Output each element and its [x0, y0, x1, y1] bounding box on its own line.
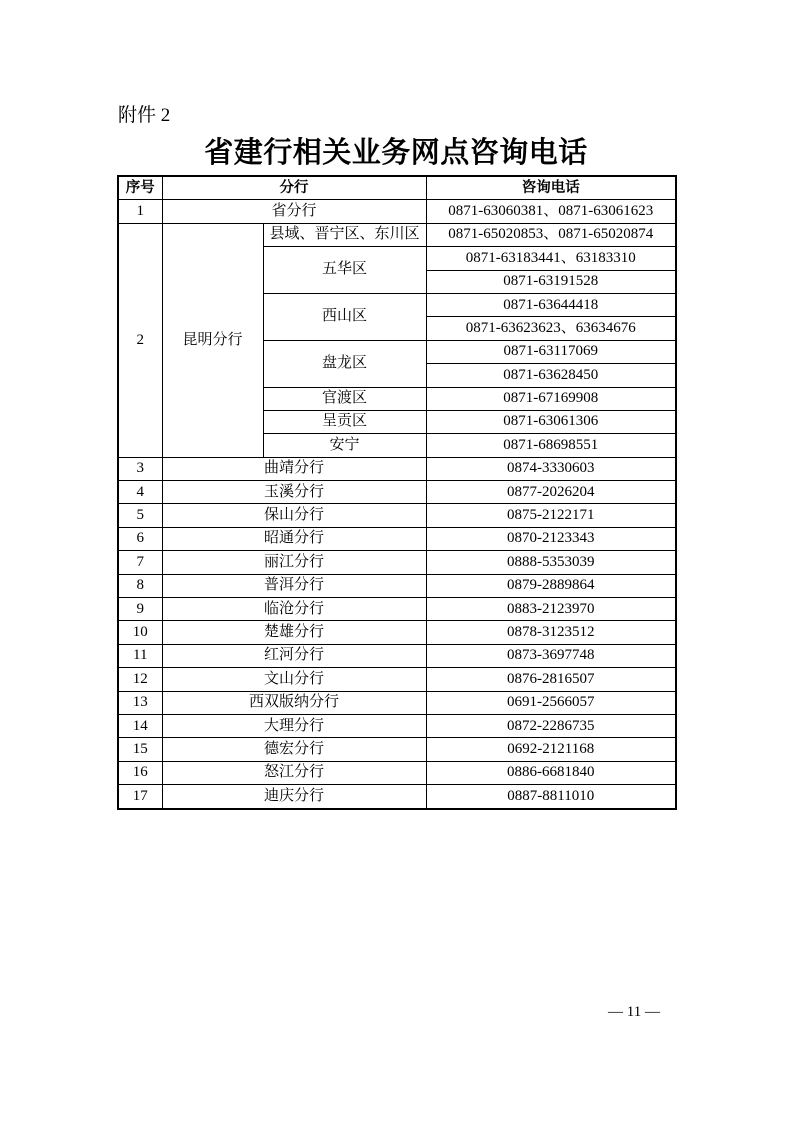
- cell-branch: 文山分行: [162, 668, 426, 691]
- table-row: [118, 785, 676, 809]
- cell-branch: 玉溪分行: [162, 481, 426, 504]
- cell-index: 12: [118, 668, 162, 691]
- cell-index: 7: [118, 551, 162, 574]
- cell-branch: 丽江分行: [162, 551, 426, 574]
- cell-index: 13: [118, 691, 162, 714]
- cell-phone: 0876-2816507: [426, 668, 676, 691]
- cell-phone: 0879-2889864: [426, 574, 676, 597]
- header-index: 序号: [118, 176, 162, 200]
- table-row: [118, 738, 676, 761]
- page-title: 省建行相关业务网点咨询电话: [204, 137, 588, 169]
- table-body: [118, 200, 676, 809]
- cell-index: 9: [118, 598, 162, 621]
- cell-index: 17: [118, 785, 162, 809]
- cell-phone: 0888-5353039: [426, 551, 676, 574]
- cell-phone: 0871-67169908: [426, 387, 676, 410]
- cell-district: 盘龙区: [263, 340, 426, 387]
- table-row: [118, 761, 676, 784]
- cell-phone: 0871-63623623、63634676: [426, 317, 676, 340]
- table-row: [118, 457, 676, 480]
- cell-phone: 0872-2286735: [426, 714, 676, 737]
- cell-index: 3: [118, 457, 162, 480]
- table-header-row: [118, 176, 676, 200]
- cell-phone: 0877-2026204: [426, 481, 676, 504]
- cell-district: 五华区: [263, 247, 426, 294]
- cell-index: 2: [118, 223, 162, 457]
- cell-branch: 楚雄分行: [162, 621, 426, 644]
- cell-branch: 迪庆分行: [162, 785, 426, 809]
- cell-branch: 省分行: [162, 200, 426, 223]
- cell-district: 县域、晋宁区、东川区: [263, 223, 426, 246]
- cell-branch: 怒江分行: [162, 761, 426, 784]
- attachment-label: 附件 2: [118, 105, 171, 126]
- table-row: [118, 481, 676, 504]
- cell-phone: 0871-63061306: [426, 410, 676, 433]
- table-row: [118, 574, 676, 597]
- table-row: [118, 200, 676, 223]
- table-row: [118, 644, 676, 667]
- cell-branch: 保山分行: [162, 504, 426, 527]
- cell-phone: 0691-2566057: [426, 691, 676, 714]
- table-row: [118, 527, 676, 550]
- cell-phone: 0871-63117069: [426, 340, 676, 363]
- cell-phone: 0878-3123512: [426, 621, 676, 644]
- cell-branch: 普洱分行: [162, 574, 426, 597]
- table-row: [118, 598, 676, 621]
- cell-phone: 0871-63191528: [426, 270, 676, 293]
- cell-branch: 红河分行: [162, 644, 426, 667]
- header-phone: 咨询电话: [426, 176, 676, 200]
- cell-phone: 0873-3697748: [426, 644, 676, 667]
- cell-index: 8: [118, 574, 162, 597]
- cell-branch: 昭通分行: [162, 527, 426, 550]
- header-branch: 分行: [162, 176, 426, 200]
- cell-branch: 大理分行: [162, 714, 426, 737]
- table-row: [118, 668, 676, 691]
- cell-branch: 德宏分行: [162, 738, 426, 761]
- cell-branch: 曲靖分行: [162, 457, 426, 480]
- page-number: — 11 —: [608, 1004, 660, 1020]
- cell-phone: 0871-63644418: [426, 293, 676, 316]
- cell-phone: 0875-2122171: [426, 504, 676, 527]
- cell-district: 官渡区: [263, 387, 426, 410]
- cell-index: 16: [118, 761, 162, 784]
- cell-district: 呈贡区: [263, 410, 426, 433]
- table-row: [118, 223, 676, 246]
- cell-index: 5: [118, 504, 162, 527]
- cell-branch: 西双版纳分行: [162, 691, 426, 714]
- cell-phone: 0871-65020853、0871-65020874: [426, 223, 676, 246]
- cell-phone: 0871-63060381、0871-63061623: [426, 200, 676, 223]
- cell-branch: 昆明分行: [162, 223, 263, 457]
- table-row: [118, 714, 676, 737]
- cell-phone: 0871-63183441、63183310: [426, 247, 676, 270]
- cell-phone: 0870-2123343: [426, 527, 676, 550]
- cell-phone: 0883-2123970: [426, 598, 676, 621]
- cell-index: 6: [118, 527, 162, 550]
- cell-phone: 0886-6681840: [426, 761, 676, 784]
- cell-index: 14: [118, 714, 162, 737]
- cell-branch: 临沧分行: [162, 598, 426, 621]
- cell-phone: 0871-63628450: [426, 364, 676, 387]
- cell-index: 1: [118, 200, 162, 223]
- cell-phone: 0692-2121168: [426, 738, 676, 761]
- cell-index: 15: [118, 738, 162, 761]
- cell-index: 4: [118, 481, 162, 504]
- cell-phone: 0887-8811010: [426, 785, 676, 809]
- table-row: [118, 621, 676, 644]
- cell-phone: 0871-68698551: [426, 434, 676, 457]
- cell-district: 西山区: [263, 293, 426, 340]
- cell-district: 安宁: [263, 434, 426, 457]
- cell-index: 10: [118, 621, 162, 644]
- branch-phone-table: [117, 175, 677, 810]
- cell-index: 11: [118, 644, 162, 667]
- table-row: [118, 551, 676, 574]
- table-row: [118, 504, 676, 527]
- cell-phone: 0874-3330603: [426, 457, 676, 480]
- table-row: [118, 691, 676, 714]
